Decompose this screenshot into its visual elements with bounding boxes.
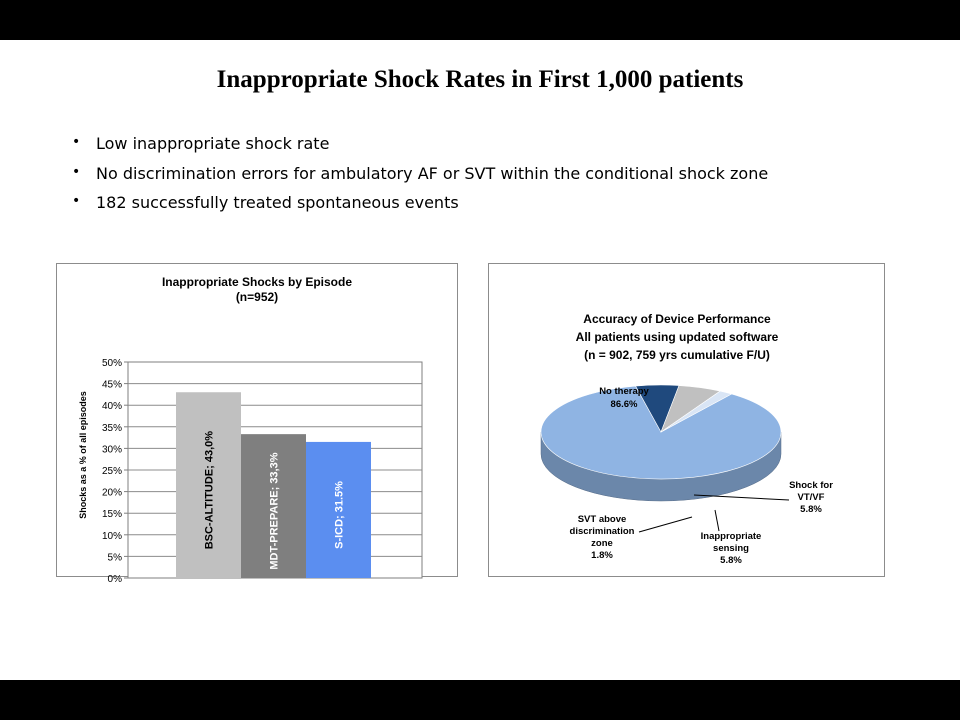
bar-chart-title: Inappropriate Shocks by Episode xyxy=(161,275,353,289)
pie-plot-area xyxy=(541,385,833,566)
pie-title-line-1: Accuracy of Device Performance xyxy=(583,312,771,326)
pie-slice-label: Inappropriate xyxy=(700,531,762,542)
bullet-item: • Low inappropriate shock rate xyxy=(72,134,768,164)
pie-chart xyxy=(489,264,884,576)
pie-slice-label: 5.8% xyxy=(800,504,822,515)
y-tick-label: 50% xyxy=(101,358,122,369)
bar-data-label: S-ICD; 31.5% xyxy=(333,481,346,549)
pie-leader-line xyxy=(715,510,719,531)
y-tick-label: 5% xyxy=(107,552,122,564)
y-tick-label: 30% xyxy=(101,444,122,456)
bar-plot-area xyxy=(102,358,422,585)
y-tick-label: 45% xyxy=(101,379,122,391)
y-tick-label: 35% xyxy=(101,422,122,434)
pie-slice-label: 1.8% xyxy=(591,550,613,561)
bullet-item: • 182 successfully treated spontaneous events xyxy=(72,193,768,223)
y-tick-label: 25% xyxy=(101,466,122,477)
pie-title-line-3: (n = 902, 759 yrs cumulative F/U) xyxy=(584,348,770,362)
pie-slice-label: 5.8% xyxy=(720,555,742,566)
bar-chart-subtitle: (n=952) xyxy=(235,290,279,304)
pie-slice-label: discrimination xyxy=(569,526,635,537)
pie-slice-label: Shock for xyxy=(789,480,833,491)
bullet-list xyxy=(72,134,768,223)
y-tick-label: 40% xyxy=(101,401,122,413)
bar-chart xyxy=(57,264,457,585)
bar-chart-panel xyxy=(56,263,458,585)
y-tick-label: 20% xyxy=(101,487,122,499)
pie-slice-label: sensing xyxy=(713,543,749,554)
y-tick-label: 10% xyxy=(101,530,122,542)
y-tick-label: 0% xyxy=(107,574,122,585)
pie-slice-label: No therapy xyxy=(599,386,649,397)
pie-slice-label: 86.6% xyxy=(610,399,638,410)
y-tick-label: 15% xyxy=(101,509,122,521)
pie-slice-label: zone xyxy=(591,538,613,549)
slide-title: Inappropriate Shock Rates in First 1,000 patients xyxy=(216,66,744,93)
bar-data-label: BSC-ALTITUDE; 43,0% xyxy=(203,430,216,550)
pie-chart-panel xyxy=(488,263,885,577)
pie-title-line-2: All patients using updated software xyxy=(575,330,779,344)
bullet-item: • No discrimination errors for ambulatory AF or SVT within the conditional shock zone xyxy=(72,164,768,194)
pie-slice-label: VT/VF xyxy=(797,492,825,503)
pie-slice-label: SVT above xyxy=(577,514,627,525)
y-axis-label: Shocks as a % of all episodes xyxy=(78,391,88,519)
pie-leader-line xyxy=(639,517,692,532)
bar-data-label: MDT-PREPARE; 33,3% xyxy=(268,452,281,570)
